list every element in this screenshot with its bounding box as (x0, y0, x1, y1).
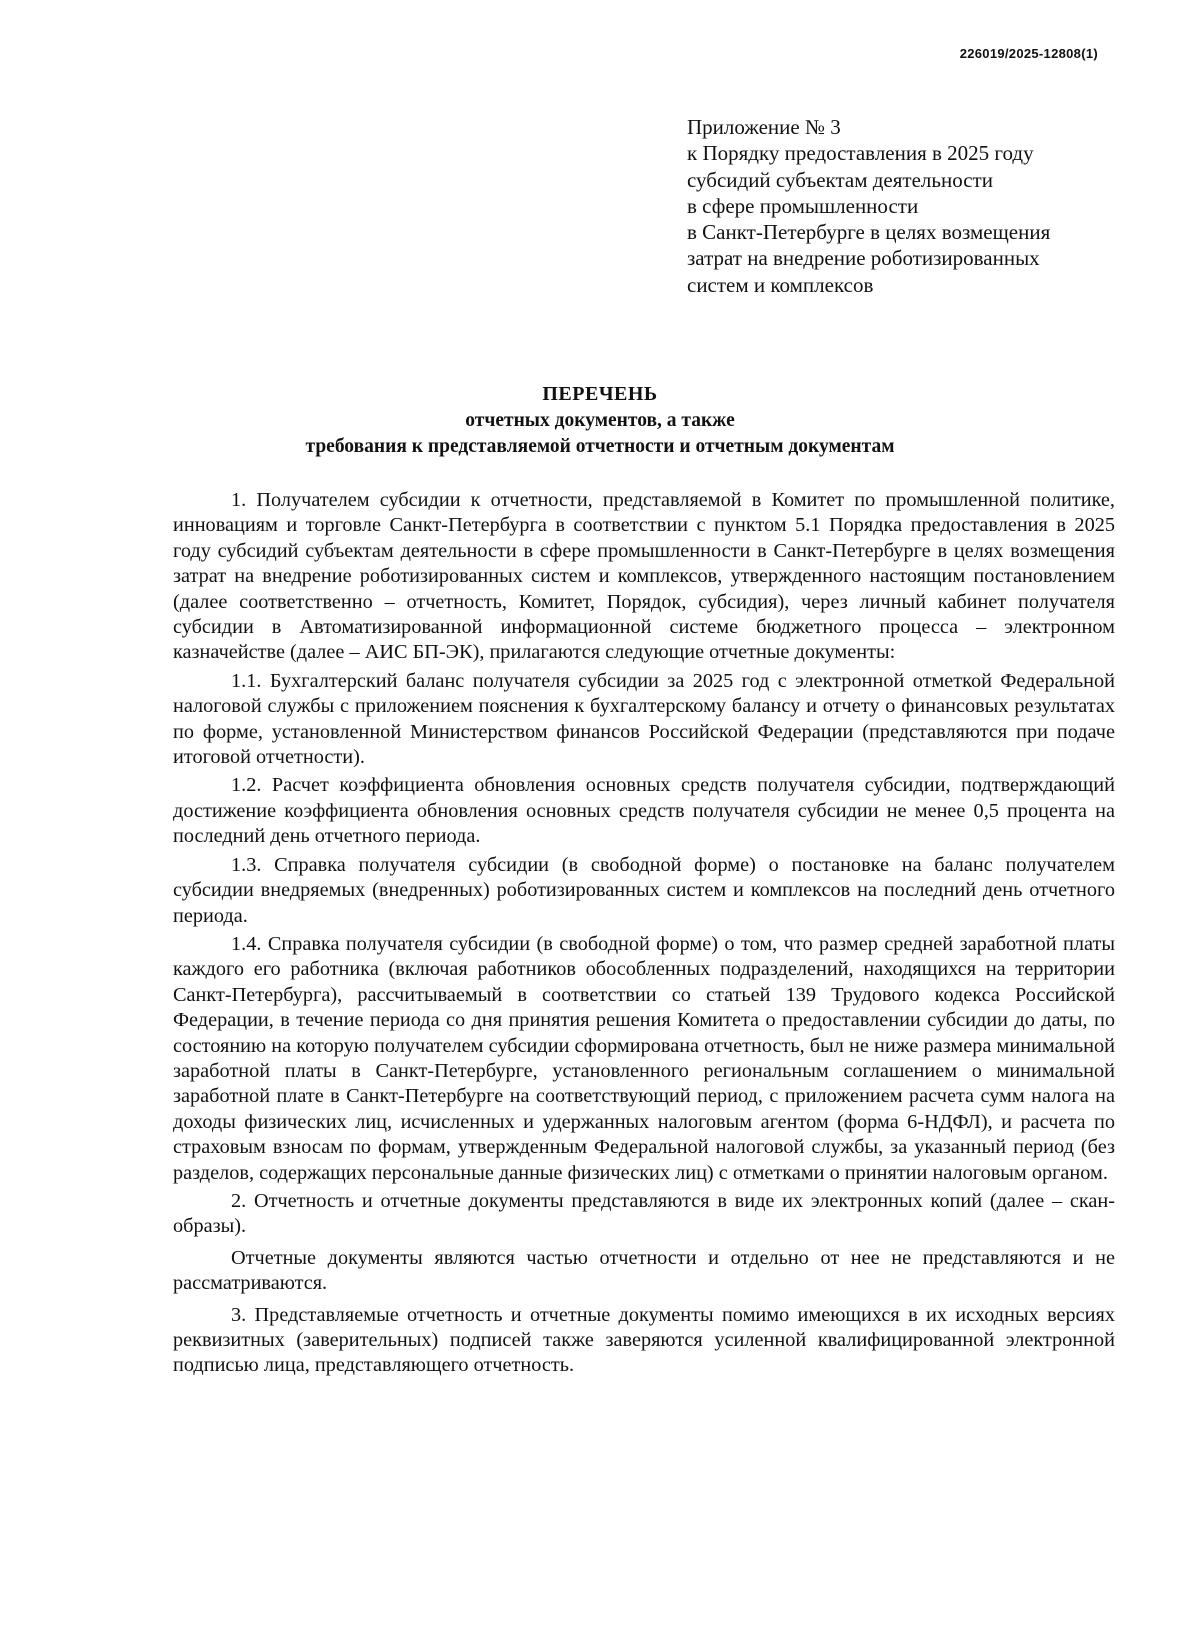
title-main: ПЕРЕЧЕНЬ (542, 383, 658, 405)
annex-line: субсидий субъектам деятельности (687, 167, 993, 192)
title-subtitle: требования к представляемой отчетности и отчетным документам (305, 436, 895, 457)
annex-line: в сфере промышленности (687, 193, 919, 218)
document-registration-number: 226019/2025-12808(1) (959, 46, 1098, 61)
annex-line: в Санкт-Петербурге в целях возмещения (687, 220, 1051, 245)
annex-line: затрат на внедрение роботизированных (687, 246, 1040, 271)
paragraph-1-2: 1.2. Расчет коэффициента обновления основных средств получателя субсидии, подтверждающий достижение коэффициента обновления основных средств получателя субсидии не менее 0,5 процента на последний день отчетного периода. (173, 774, 1115, 848)
paragraph-2: 2. Отчетность и отчетные документы представляются в виде их электронных копий (далее – скан-образы). (173, 1189, 1115, 1238)
paragraph-3: 3. Представляемые отчетность и отчетные документы помимо имеющихся в их исходных версиях реквизитных (заверительных) подписей также заверяются усиленной квалифицированной электронной подписью лица, представляющего отчетность. (173, 1303, 1115, 1377)
annex-line: Приложение № 3 (687, 115, 841, 139)
paragraph-1-4: 1.4. Справка получателя субсидии (в свободной форме) о том, что размер средней заработной платы каждого его работника (включая работников обособленных подразделений, находящихся на территории Санкт-Петербурга), рассчитываемый в соответствии со статьей 139 Трудового кодекса Российской Федерации, в течение периода со дня принятия решения Комитета о предоставлении субсидии до даты, по состоянию на которую получателем субсидии сформирована отчетность, был не ниже размера минимальной заработной платы в Санкт-Петербурге, установленного региональным соглашением о минимальной заработной плате в Санкт-Петербурге на соответствующий период, с приложением расчета сумм налога на доходы физических лиц, исчисленных и удержанных налоговым агентом (форма 6-НДФЛ), и расчета по страховым взносам по формам, утвержденным Федеральной налоговой службы, за указанный период (без разделов, содержащих персональные данные физических лиц) с отметками о принятии налоговым органом. (173, 932, 1115, 1184)
paragraph-1-1: 1.1. Бухгалтерский баланс получателя субсидии за 2025 год с электронной отметкой Федеральной налоговой службы с приложением пояснения к бухгалтерскому балансу и отчету о финансовых результатах по форме, установленной Министерством финансов Российской Федерации (представляются при подаче итоговой отчетности). (173, 669, 1115, 769)
paragraph-2-note: Отчетные документы являются частью отчетности и отдельно от нее не представляются и не рассматриваются. (173, 1246, 1115, 1295)
title-subtitle: отчетных документов, а также (465, 409, 735, 431)
document-title (180, 381, 1020, 461)
annex-line: систем и комплексов (687, 272, 874, 297)
annex-line: к Порядку предоставления в 2025 году (687, 141, 1034, 166)
document-body (173, 488, 1115, 1385)
paragraph-1: 1. Получателем субсидии к отчетности, представляемой в Комитет по промышленной политике, инновациям и торговле Санкт-Петербурга в соответствии с пунктом 5.1 Порядка предоставления в 2025 году субсидий субъектам деятельности в сфере промышленности в Санкт-Петербурге в целях возмещения затрат на внедрение роботизированных систем и комплексов, утвержденного настоящим постановлением (далее соответственно – отчетность, Комитет, Порядок, субсидия), через личный кабинет получателя субсидии в Автоматизированной информационной системе бюджетного процесса – электронном казначействе (далее – АИС БП-ЭК), прилагаются следующие отчетные документы: (173, 489, 1115, 664)
annex-header (687, 114, 1147, 298)
paragraph-1-3: 1.3. Справка получателя субсидии (в свободной форме) о постановке на баланс получателем субсидии внедряемых (внедренных) роботизированных систем и комплексов на последний день отчетного периода. (173, 853, 1115, 927)
